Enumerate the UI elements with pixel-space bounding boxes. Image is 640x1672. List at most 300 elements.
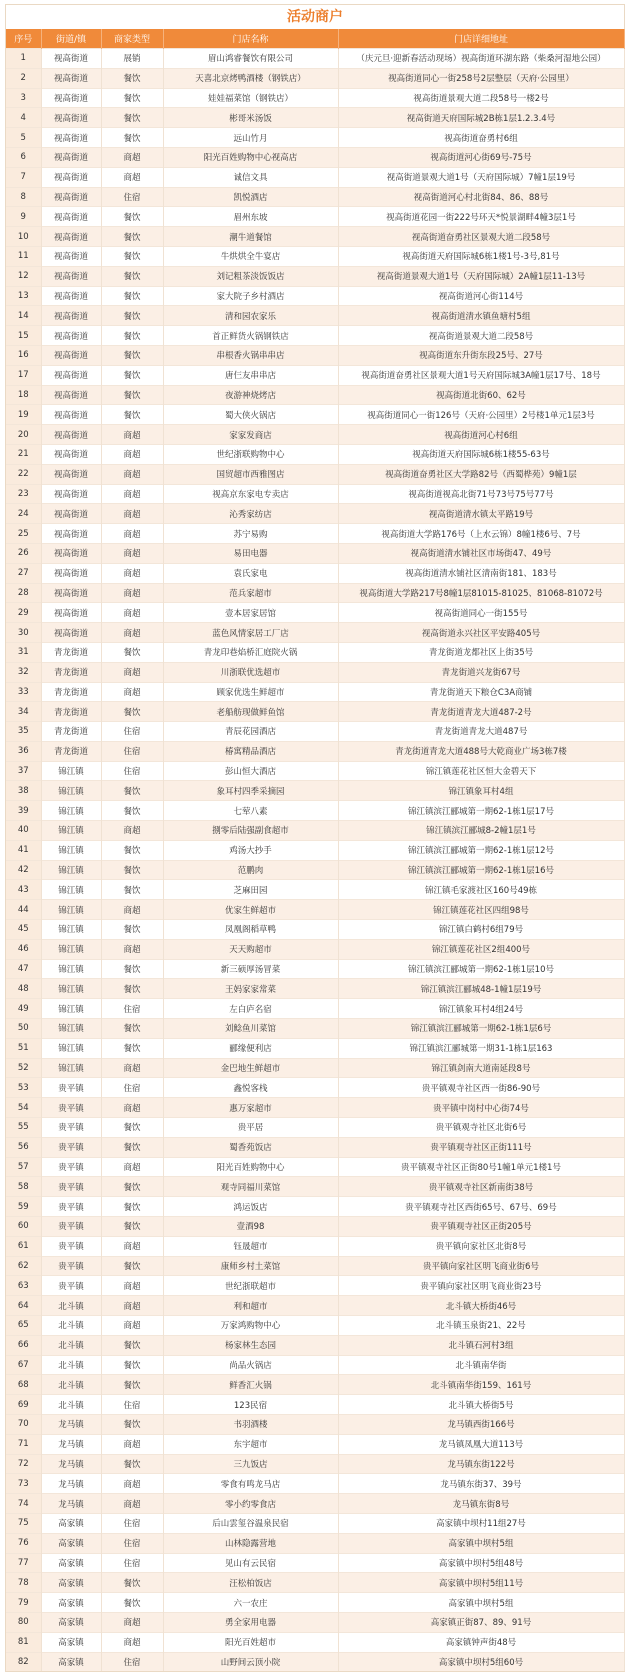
table-row (6, 642, 624, 662)
table-row (6, 1276, 624, 1296)
cell-store-name: 观寺同福川菜馆 (163, 1177, 338, 1197)
cell-index: 35 (6, 722, 41, 742)
cell-address: 龙马镇凤凰大道113号 (338, 1434, 624, 1454)
cell-index: 51 (6, 1038, 41, 1058)
cell-district: 北斗镇 (41, 1395, 101, 1415)
cell-address: 视高街道北街60、62号 (338, 385, 624, 405)
cell-district: 锦江镇 (41, 1058, 101, 1078)
cell-index: 40 (6, 821, 41, 841)
cell-index: 32 (6, 662, 41, 682)
cell-index: 13 (6, 286, 41, 306)
cell-type: 商超 (101, 1276, 163, 1296)
cell-district: 视高街道 (41, 345, 101, 365)
cell-district: 贵平镇 (41, 1098, 101, 1118)
cell-index: 82 (6, 1652, 41, 1671)
cell-type: 餐饮 (101, 306, 163, 326)
cell-type: 商超 (101, 543, 163, 563)
table-row (6, 1335, 624, 1355)
cell-store-name: 零食有鸣龙马店 (163, 1474, 338, 1494)
cell-address: 视高街道河心街69号-75号 (338, 147, 624, 167)
cell-district: 锦江镇 (41, 781, 101, 801)
cell-store-name: 椿寓精品酒店 (163, 741, 338, 761)
table-row (6, 128, 624, 148)
table-row (6, 979, 624, 999)
cell-district: 北斗镇 (41, 1375, 101, 1395)
cell-address: 高家镇中坝村5组60号 (338, 1652, 624, 1671)
cell-store-name: 牛烘烘全牛宴店 (163, 246, 338, 266)
cell-index: 14 (6, 306, 41, 326)
cell-index: 36 (6, 741, 41, 761)
cell-index: 49 (6, 999, 41, 1019)
cell-index: 71 (6, 1434, 41, 1454)
cell-index: 9 (6, 207, 41, 227)
cell-store-name: 123民宿 (163, 1395, 338, 1415)
cell-address: 龙马镇东街122号 (338, 1454, 624, 1474)
cell-district: 锦江镇 (41, 999, 101, 1019)
cell-type: 商超 (101, 1474, 163, 1494)
cell-store-name: 袁氏家电 (163, 563, 338, 583)
header-store-name: 门店名称 (163, 29, 338, 49)
cell-district: 视高街道 (41, 266, 101, 286)
cell-index: 5 (6, 128, 41, 148)
cell-store-name: 七荤八素 (163, 801, 338, 821)
cell-district: 视高街道 (41, 286, 101, 306)
cell-index: 77 (6, 1553, 41, 1573)
cell-store-name: 新三硕厚汤冒菜 (163, 959, 338, 979)
cell-address: 视高街道花园一街222号环天*悦景湖畔4幢3层1号 (338, 207, 624, 227)
cell-address: 视高街道清水镇太平路19号 (338, 504, 624, 524)
cell-index: 20 (6, 425, 41, 445)
cell-store-name: 山野间云顶小院 (163, 1652, 338, 1671)
table-row (6, 583, 624, 603)
table-row (6, 939, 624, 959)
cell-district: 高家镇 (41, 1652, 101, 1671)
cell-district: 锦江镇 (41, 840, 101, 860)
cell-store-name: 康师乡村土菜馆 (163, 1256, 338, 1276)
cell-district: 视高街道 (41, 444, 101, 464)
cell-address: 锦江镇莲花社区恒大金碧天下 (338, 761, 624, 781)
cell-address: 龙马镇西街166号 (338, 1414, 624, 1434)
table-row (6, 821, 624, 841)
table-row (6, 1296, 624, 1316)
table-row (6, 306, 624, 326)
cell-district: 青龙街道 (41, 702, 101, 722)
table-row (6, 524, 624, 544)
cell-type: 餐饮 (101, 920, 163, 940)
table-row (6, 1553, 624, 1573)
cell-store-name: 捌零后陆强副食超市 (163, 821, 338, 841)
cell-address: 视高街道大学路217号8幢1层81015-81025、81068-81072号 (338, 583, 624, 603)
cell-address: 青龙街道青龙大道488号大乾商业广场3栋7楼 (338, 741, 624, 761)
table-row (6, 484, 624, 504)
cell-address: 视高街道奋勇村6组 (338, 128, 624, 148)
cell-address: 锦江镇莲花社区四组98号 (338, 900, 624, 920)
cell-store-name: 优家生鲜超市 (163, 900, 338, 920)
table-row (6, 1474, 624, 1494)
cell-index: 55 (6, 1118, 41, 1138)
cell-district: 锦江镇 (41, 1038, 101, 1058)
cell-store-name: 三九饭店 (163, 1454, 338, 1474)
cell-address: 视高街道奋勇社区景观大道1号天府国际城3A幢1层17号、18号 (338, 365, 624, 385)
table-row (6, 1256, 624, 1276)
table-row (6, 108, 624, 128)
cell-address: 龙马镇东街8号 (338, 1494, 624, 1514)
cell-index: 54 (6, 1098, 41, 1118)
table-row (6, 444, 624, 464)
cell-district: 视高街道 (41, 147, 101, 167)
cell-district: 高家镇 (41, 1573, 101, 1593)
cell-district: 龙马镇 (41, 1434, 101, 1454)
cell-address: 锦江镇剑南大道南延段8号 (338, 1058, 624, 1078)
cell-type: 商超 (101, 425, 163, 445)
cell-index: 43 (6, 880, 41, 900)
cell-type: 住宿 (101, 722, 163, 742)
cell-index: 18 (6, 385, 41, 405)
cell-district: 锦江镇 (41, 979, 101, 999)
cell-store-name: 刘记粗茶淡饭饭店 (163, 266, 338, 286)
cell-type: 餐饮 (101, 207, 163, 227)
cell-store-name: 左白庐名宿 (163, 999, 338, 1019)
cell-district: 贵平镇 (41, 1137, 101, 1157)
cell-type: 餐饮 (101, 1454, 163, 1474)
cell-address: 视高街道同心一街126号（天府·公园里）2号楼1单元1层3号 (338, 405, 624, 425)
table-row (6, 405, 624, 425)
cell-store-name: 鲜香汇火锅 (163, 1375, 338, 1395)
cell-index: 39 (6, 801, 41, 821)
cell-address: 青龙街道青龙大道487-2号 (338, 702, 624, 722)
cell-index: 42 (6, 860, 41, 880)
cell-type: 商超 (101, 603, 163, 623)
cell-district: 贵平镇 (41, 1197, 101, 1217)
header-type: 商家类型 (101, 29, 163, 49)
cell-type: 商超 (101, 504, 163, 524)
cell-store-name: 娃娃福菜馆（钢铁店） (163, 88, 338, 108)
cell-district: 视高街道 (41, 306, 101, 326)
cell-type: 餐饮 (101, 642, 163, 662)
cell-type: 餐饮 (101, 365, 163, 385)
table-row (6, 88, 624, 108)
cell-index: 63 (6, 1276, 41, 1296)
cell-store-name: 天喜北京烤鸭酒楼（钢铁店） (163, 68, 338, 88)
table-row (6, 543, 624, 563)
cell-store-name: 壹本居家居馆 (163, 603, 338, 623)
cell-store-name: 凤凰阁稻草鸭 (163, 920, 338, 940)
cell-district: 视高街道 (41, 524, 101, 544)
cell-type: 住宿 (101, 1078, 163, 1098)
cell-index: 80 (6, 1612, 41, 1632)
cell-address: 锦江镇象耳村4组24号 (338, 999, 624, 1019)
cell-type: 商超 (101, 1236, 163, 1256)
table-row (6, 425, 624, 445)
cell-index: 3 (6, 88, 41, 108)
cell-address: 锦江镇滨江郦城第一期31-1栋1层163 (338, 1038, 624, 1058)
cell-district: 视高街道 (41, 365, 101, 385)
cell-address: 视高街道视高北街71号73号75号77号 (338, 484, 624, 504)
cell-store-name: 郦缘便利店 (163, 1038, 338, 1058)
cell-store-name: 勇全家用电器 (163, 1612, 338, 1632)
cell-address: 视高街道河心街114号 (338, 286, 624, 306)
cell-address: 贵平镇向家社区明飞商业街6号 (338, 1256, 624, 1276)
table-row (6, 246, 624, 266)
table-row (6, 365, 624, 385)
cell-address: 视高街道同心一街155号 (338, 603, 624, 623)
table-row (6, 623, 624, 643)
table-row (6, 801, 624, 821)
cell-store-name: 天天购超市 (163, 939, 338, 959)
cell-address: 锦江镇滨江郦城8-2幢1层1号 (338, 821, 624, 841)
table-row (6, 207, 624, 227)
table-row (6, 1513, 624, 1533)
table-row (6, 1098, 624, 1118)
table-row (6, 345, 624, 365)
cell-store-name: 贵平居 (163, 1118, 338, 1138)
cell-type: 餐饮 (101, 1137, 163, 1157)
cell-type: 餐饮 (101, 345, 163, 365)
cell-address: 高家镇中坝村11组27号 (338, 1513, 624, 1533)
cell-type: 餐饮 (101, 702, 163, 722)
cell-type: 餐饮 (101, 1019, 163, 1039)
cell-address: 青龙街道天下粮仓C3A商铺 (338, 682, 624, 702)
cell-address: 视高街道清水铺社区市场街47、49号 (338, 543, 624, 563)
cell-index: 27 (6, 563, 41, 583)
cell-type: 展销 (101, 49, 163, 69)
cell-address: 贵平镇观寺社区正街80号1幢1单元1楼1号 (338, 1157, 624, 1177)
cell-store-name: 壹酒98 (163, 1217, 338, 1237)
table-title: 活动商户 (287, 9, 343, 25)
cell-district: 北斗镇 (41, 1355, 101, 1375)
cell-address: 视高街道大学路176号（上水云锦）8幢1楼6号、7号 (338, 524, 624, 544)
cell-index: 70 (6, 1414, 41, 1434)
cell-type: 商超 (101, 563, 163, 583)
table-row (6, 1593, 624, 1613)
cell-index: 59 (6, 1197, 41, 1217)
cell-store-name: 川浙联优选超市 (163, 662, 338, 682)
table-row (6, 227, 624, 247)
cell-address: 高家镇中坝村5组11号 (338, 1573, 624, 1593)
cell-address: 贵平镇观寺社区西街65号、67号、69号 (338, 1197, 624, 1217)
cell-store-name: 万家鸿购物中心 (163, 1316, 338, 1336)
cell-store-name: 蜀香苑饭店 (163, 1137, 338, 1157)
cell-store-name: 杨家林生态园 (163, 1335, 338, 1355)
table-row (6, 1434, 624, 1454)
cell-address: 视高街道奋勇社区景观大道二段58号 (338, 227, 624, 247)
cell-type: 餐饮 (101, 246, 163, 266)
cell-district: 青龙街道 (41, 682, 101, 702)
cell-address: 贵平镇观寺社区北街6号 (338, 1118, 624, 1138)
cell-address: 锦江镇象耳村4组 (338, 781, 624, 801)
cell-district: 北斗镇 (41, 1335, 101, 1355)
cell-index: 23 (6, 484, 41, 504)
cell-address: 锦江镇滨江郦城第一期62-1栋1层10号 (338, 959, 624, 979)
cell-address: 视高街道河心村北街84、86、88号 (338, 187, 624, 207)
cell-store-name: 范鹏肉 (163, 860, 338, 880)
cell-district: 龙马镇 (41, 1474, 101, 1494)
cell-type: 餐饮 (101, 1593, 163, 1613)
cell-district: 视高街道 (41, 623, 101, 643)
cell-store-name: 芝麻田园 (163, 880, 338, 900)
cell-store-name: 山林隐露营地 (163, 1533, 338, 1553)
cell-type: 商超 (101, 524, 163, 544)
cell-store-name: 阳光百姓购物中心 (163, 1157, 338, 1177)
table-row (6, 187, 624, 207)
cell-type: 餐饮 (101, 1197, 163, 1217)
cell-type: 商超 (101, 167, 163, 187)
cell-store-name: 家大院子乡村酒店 (163, 286, 338, 306)
cell-type: 住宿 (101, 1395, 163, 1415)
cell-address: 贵平镇观寺社区新南街38号 (338, 1177, 624, 1197)
table-row (6, 682, 624, 702)
cell-district: 贵平镇 (41, 1236, 101, 1256)
cell-store-name: 范兵家超市 (163, 583, 338, 603)
table-row (6, 900, 624, 920)
cell-index: 47 (6, 959, 41, 979)
cell-store-name: 书羽酒楼 (163, 1414, 338, 1434)
cell-address: 视高街道河心村6组 (338, 425, 624, 445)
table-row (6, 999, 624, 1019)
cell-type: 餐饮 (101, 1217, 163, 1237)
cell-store-name: 家家发商店 (163, 425, 338, 445)
table-row (6, 959, 624, 979)
cell-index: 65 (6, 1316, 41, 1336)
cell-type: 餐饮 (101, 1118, 163, 1138)
cell-district: 视高街道 (41, 108, 101, 128)
table-row (6, 1533, 624, 1553)
cell-store-name: 远山竹月 (163, 128, 338, 148)
cell-address: 锦江镇白鹤村6组79号 (338, 920, 624, 940)
cell-district: 视高街道 (41, 326, 101, 346)
table-row (6, 147, 624, 167)
cell-district: 青龙街道 (41, 741, 101, 761)
table-row (6, 1632, 624, 1652)
cell-district: 龙马镇 (41, 1494, 101, 1514)
cell-store-name: 彬哥米汤饭 (163, 108, 338, 128)
cell-index: 62 (6, 1256, 41, 1276)
cell-index: 81 (6, 1632, 41, 1652)
cell-address: 视高街道永兴社区平安路405号 (338, 623, 624, 643)
cell-type: 餐饮 (101, 326, 163, 346)
table-header-row (6, 29, 624, 49)
cell-store-name: 见山有云民宿 (163, 1553, 338, 1573)
cell-index: 16 (6, 345, 41, 365)
cell-address: 视高街道景观大道二段58号 (338, 326, 624, 346)
cell-address: 锦江镇滨江郦城48-1幢1层19号 (338, 979, 624, 999)
cell-district: 视高街道 (41, 187, 101, 207)
cell-store-name: 诚信文具 (163, 167, 338, 187)
cell-type: 商超 (101, 464, 163, 484)
cell-type: 餐饮 (101, 88, 163, 108)
table-row (6, 1395, 624, 1415)
cell-store-name: 潮牛道餐馆 (163, 227, 338, 247)
cell-index: 56 (6, 1137, 41, 1157)
cell-type: 餐饮 (101, 1256, 163, 1276)
table-row (6, 603, 624, 623)
cell-address: 视高街道景观大道1号（天府国际城）2A幢1层11-13号 (338, 266, 624, 286)
cell-index: 57 (6, 1157, 41, 1177)
cell-index: 46 (6, 939, 41, 959)
cell-type: 商超 (101, 1494, 163, 1514)
cell-district: 贵平镇 (41, 1256, 101, 1276)
cell-district: 视高街道 (41, 425, 101, 445)
cell-district: 锦江镇 (41, 1019, 101, 1039)
cell-index: 58 (6, 1177, 41, 1197)
table-row (6, 880, 624, 900)
header-address: 门店详细地址 (338, 29, 624, 49)
table-row (6, 68, 624, 88)
cell-type: 餐饮 (101, 385, 163, 405)
cell-store-name: 青辰花园酒店 (163, 722, 338, 742)
cell-index: 48 (6, 979, 41, 999)
cell-type: 餐饮 (101, 266, 163, 286)
cell-index: 61 (6, 1236, 41, 1256)
cell-store-name: 顾家优选生鲜超市 (163, 682, 338, 702)
header-index: 序号 (6, 29, 41, 49)
table-row (6, 1494, 624, 1514)
cell-district: 龙马镇 (41, 1454, 101, 1474)
cell-store-name: 金巴地生鲜超市 (163, 1058, 338, 1078)
cell-address: 贵平镇向家社区北街8号 (338, 1236, 624, 1256)
cell-index: 78 (6, 1573, 41, 1593)
cell-type: 餐饮 (101, 860, 163, 880)
cell-store-name: 东宇超市 (163, 1434, 338, 1454)
cell-district: 视高街道 (41, 246, 101, 266)
cell-index: 79 (6, 1593, 41, 1613)
cell-district: 视高街道 (41, 583, 101, 603)
cell-district: 视高街道 (41, 543, 101, 563)
table-row (6, 662, 624, 682)
merchant-list-panel (5, 4, 625, 1672)
cell-address: 锦江镇滨江郦城第一期62-1栋1层16号 (338, 860, 624, 880)
cell-address: 贵平镇观寺社区正街205号 (338, 1217, 624, 1237)
cell-district: 锦江镇 (41, 761, 101, 781)
cell-type: 住宿 (101, 1513, 163, 1533)
cell-index: 26 (6, 543, 41, 563)
cell-address: 高家镇正街87、89、91号 (338, 1612, 624, 1632)
cell-store-name: 惠万家超市 (163, 1098, 338, 1118)
cell-address: 高家镇中坝村5组 (338, 1593, 624, 1613)
table-row (6, 1177, 624, 1197)
cell-address: 贵平镇观寺社区正街111号 (338, 1137, 624, 1157)
cell-index: 29 (6, 603, 41, 623)
cell-district: 青龙街道 (41, 722, 101, 742)
cell-district: 锦江镇 (41, 860, 101, 880)
cell-index: 17 (6, 365, 41, 385)
cell-store-name: 易田电器 (163, 543, 338, 563)
cell-type: 餐饮 (101, 108, 163, 128)
cell-district: 高家镇 (41, 1632, 101, 1652)
cell-type: 餐饮 (101, 1038, 163, 1058)
cell-store-name: 串根香火锅串串店 (163, 345, 338, 365)
cell-district: 锦江镇 (41, 920, 101, 940)
cell-store-name: 唐仨友串串店 (163, 365, 338, 385)
table-body (6, 49, 624, 1672)
cell-store-name: 视高京东家电专卖店 (163, 484, 338, 504)
cell-type: 餐饮 (101, 405, 163, 425)
cell-address: 视高街道东升街东段25号、27号 (338, 345, 624, 365)
cell-address: 北斗镇南华街 (338, 1355, 624, 1375)
cell-store-name: 后山雲玺谷温泉民宿 (163, 1513, 338, 1533)
cell-district: 青龙街道 (41, 662, 101, 682)
cell-index: 2 (6, 68, 41, 88)
cell-index: 69 (6, 1395, 41, 1415)
cell-index: 24 (6, 504, 41, 524)
table-row (6, 563, 624, 583)
cell-index: 19 (6, 405, 41, 425)
cell-index: 38 (6, 781, 41, 801)
cell-store-name: 世纪浙联购物中心 (163, 444, 338, 464)
cell-index: 28 (6, 583, 41, 603)
cell-district: 视高街道 (41, 207, 101, 227)
table-row (6, 1038, 624, 1058)
